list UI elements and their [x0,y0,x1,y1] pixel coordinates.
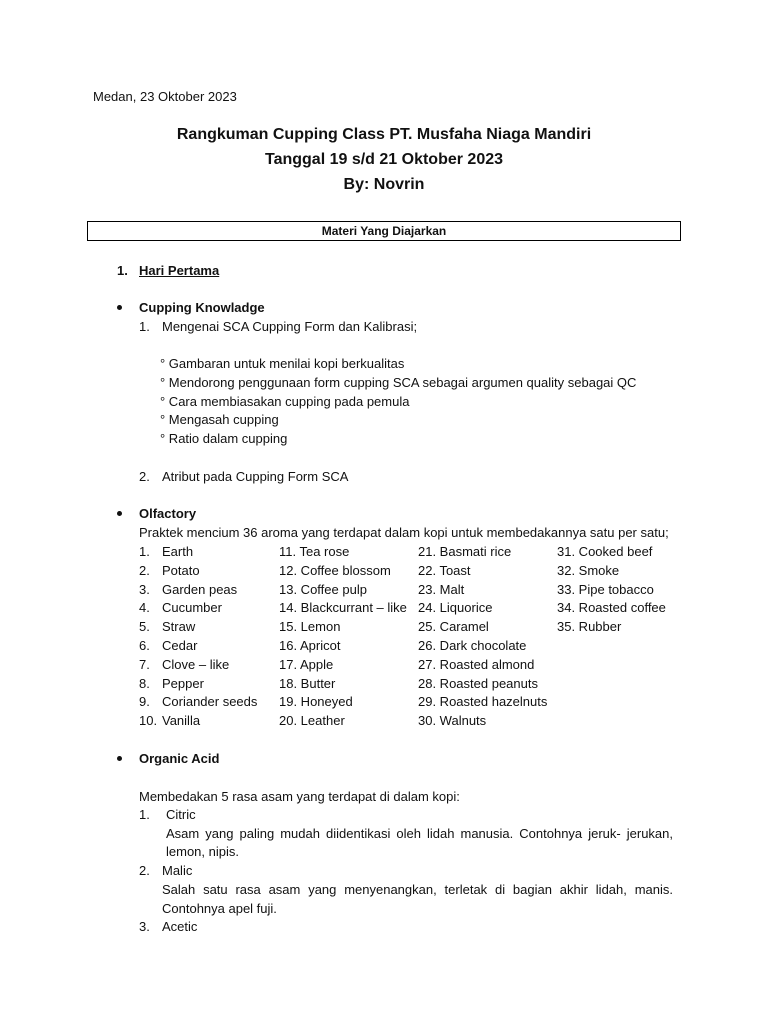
acid-name: Citric [166,807,196,822]
acid-name: Acetic [162,919,198,934]
cupping-subitem: ° Mendorong penggunaan form cupping SCA sebagai argumen quality sebagai QC [160,375,637,390]
aroma-number: 8. [139,676,150,691]
cupping-item: Mengenai SCA Cupping Form dan Kalibrasi; [162,319,418,334]
acid-description: Salah satu rasa asam yang menyenangkan, terletak di bagian akhir lidah, manis. [162,882,673,897]
aroma-item: 35. Rubber [557,619,622,634]
organic-acid-intro: Membedakan 5 rasa asam yang terdapat di dalam kopi: [139,789,460,804]
document-author: By: Novrin [343,176,425,193]
organic-acid-heading: Organic Acid [139,751,220,766]
aroma-item: Potato [162,563,200,578]
aroma-item: 21. Basmati rice [418,544,512,559]
section-heading-box: Materi Yang Diajarkan [87,221,681,241]
aroma-number: 10. [139,713,158,728]
aroma-number: 5. [139,619,150,634]
aroma-item: 23. Malt [418,582,465,597]
aroma-item: 14. Blackcurrant – like [279,600,407,615]
aroma-item: 12. Coffee blossom [279,563,391,578]
aroma-item: 26. Dark chocolate [418,638,527,653]
bullet-icon [117,756,122,761]
aroma-item: 29. Roasted hazelnuts [418,694,548,709]
cupping-subitem: ° Gambaran untuk menilai kopi berkualitas [160,356,405,371]
aroma-item: 11. Tea rose [279,544,350,559]
aroma-number: 2. [139,563,150,578]
aroma-item: Straw [162,619,196,634]
place-date: Medan, 23 Oktober 2023 [93,89,237,104]
document-title: Rangkuman Cupping Class PT. Musfaha Niaga Mandiri [176,126,592,143]
aroma-item: Earth [162,544,194,559]
aroma-item: 13. Coffee pulp [279,582,367,597]
acid-name: Malic [162,863,193,878]
acid-description: Contohnya apel fuji. [162,901,277,916]
aroma-item: 22. Toast [418,563,471,578]
aroma-item: Cedar [162,638,198,653]
aroma-item: 30. Walnuts [418,713,487,728]
aroma-item: 15. Lemon [279,619,341,634]
cupping-subitem: ° Ratio dalam cupping [160,431,288,446]
aroma-item: Vanilla [162,713,201,728]
aroma-number: 9. [139,694,150,709]
aroma-item: 31. Cooked beef [557,544,653,559]
acid-number: 2. [139,863,150,878]
cupping-heading: Cupping Knowladge [139,300,265,315]
document-date-range: Tanggal 19 s/d 21 Oktober 2023 [264,151,504,168]
day-number: 1. [117,263,128,278]
aroma-number: 7. [139,657,150,672]
acid-description: Asam yang paling mudah diidentikasi oleh lidah manusia. Contohnya jeruk- jerukan, [166,826,673,841]
aroma-item: Cucumber [162,600,222,615]
olfactory-heading: Olfactory [139,506,197,521]
aroma-item: Coriander seeds [162,694,258,709]
aroma-item: 24. Liquorice [418,600,493,615]
aroma-item: Clove – like [162,657,230,672]
aroma-item: 17. Apple [279,657,334,672]
cupping-subitem: ° Cara membiasakan cupping pada pemula [160,394,410,409]
aroma-item: 33. Pipe tobacco [557,582,654,597]
aroma-number: 1. [139,544,150,559]
olfactory-intro: Praktek mencium 36 aroma yang terdapat dalam kopi untuk membedakannya satu per satu; [139,525,669,540]
aroma-number: 3. [139,582,150,597]
acid-number: 3. [139,919,150,934]
aroma-item: Pepper [162,676,204,691]
bullet-icon [117,511,122,516]
aroma-number: 6. [139,638,150,653]
aroma-item: 25. Caramel [418,619,489,634]
bullet-icon [117,305,122,310]
aroma-item: Garden peas [162,582,238,597]
cupping-item-number: 2. [139,469,150,484]
cupping-item: Atribut pada Cupping Form SCA [162,469,349,484]
cupping-item-number: 1. [139,319,150,334]
aroma-item: 20. Leather [279,713,345,728]
acid-number: 1. [139,807,150,822]
aroma-item: 16. Apricot [279,638,341,653]
aroma-number: 4. [139,600,150,615]
aroma-item: 18. Butter [279,676,336,691]
day-label: Hari Pertama [139,263,220,278]
aroma-item: 34. Roasted coffee [557,600,666,615]
aroma-item: 19. Honeyed [279,694,353,709]
aroma-item: 32. Smoke [557,563,620,578]
aroma-item: 28. Roasted peanuts [418,676,538,691]
cupping-subitem: ° Mengasah cupping [160,412,279,427]
acid-description: lemon, nipis. [166,844,239,859]
aroma-item: 27. Roasted almond [418,657,535,672]
